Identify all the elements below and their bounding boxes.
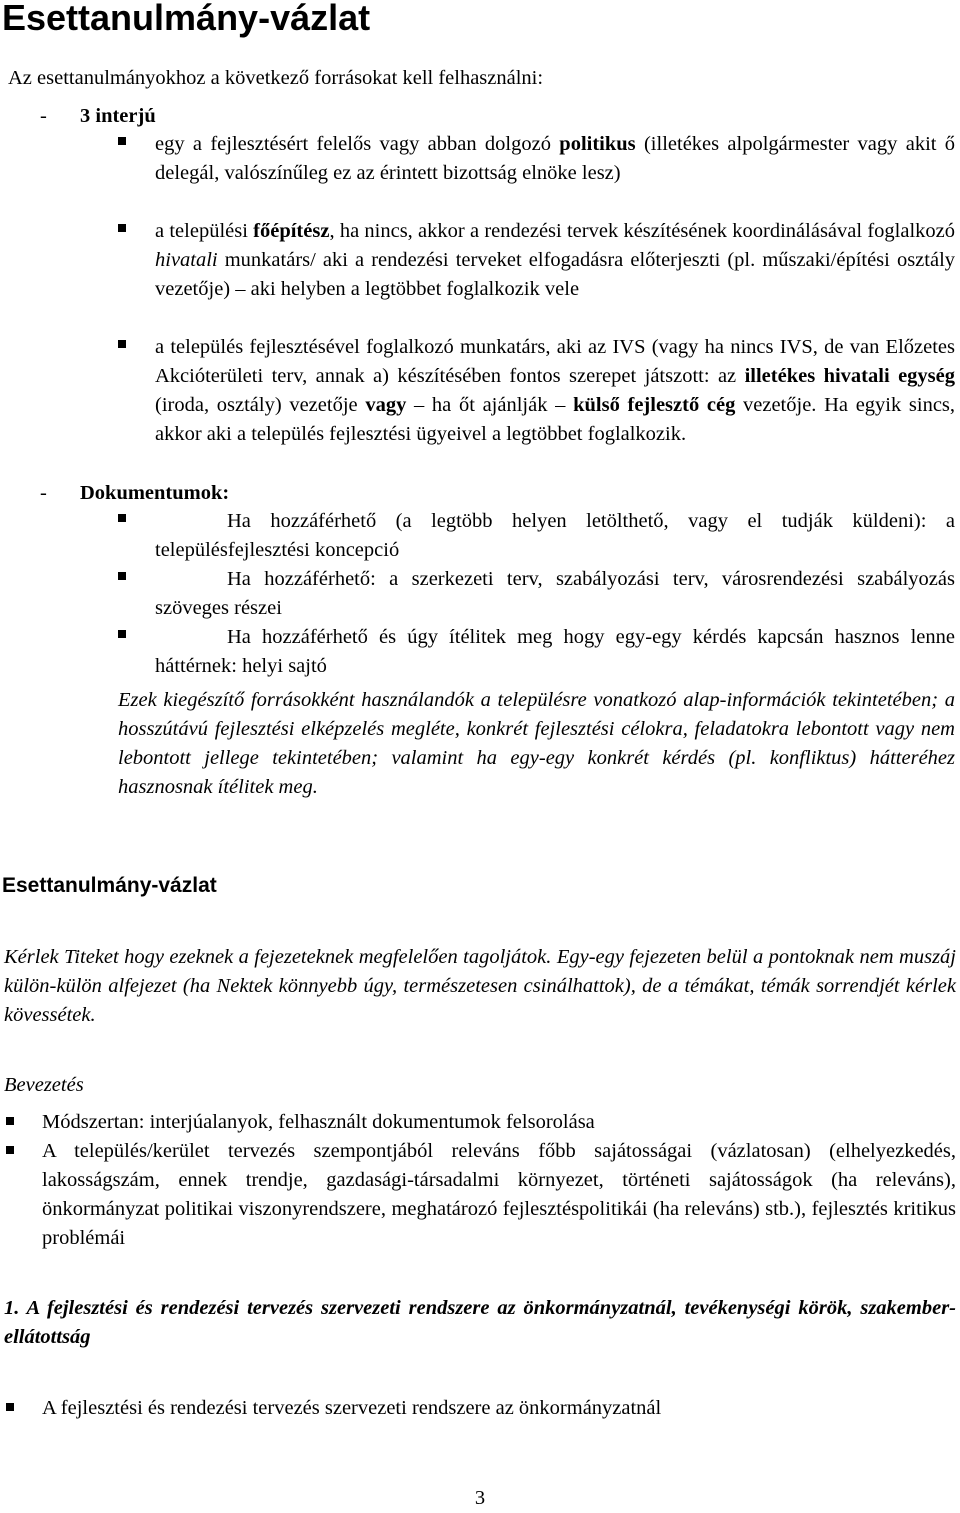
- chapter1-title: 1. A fejlesztési és rendezési tervezés szervezeti rendszere az önkormányzatnál, tevékenységi körök, szakember-ellátottság: [4, 1297, 956, 1348]
- intro-item-method: Módszertan: interjúalanyok, felhasznált dokumentumok felsorolása: [42, 1111, 595, 1133]
- page-number: 3: [474, 1487, 486, 1509]
- dash-marker: -: [40, 482, 47, 504]
- interview-item-architect: a települési főépítész, ha nincs, akkor a rendezési tervek készítésének koordinálásával foglalkozó hivatali munkatárs/ aki a rendezési terveket elfogadásra előterjeszti (pl. műszaki/építési osztály vezetője) – aki helyben a legtöbbet foglalkozik vele: [155, 220, 956, 300]
- page-heading: Esettanulmány-vázlat: [2, 0, 371, 38]
- intro-text: Az esettanulmányokhoz a következő forrásokat kell felhasználni:: [8, 67, 544, 89]
- interviews-label: 3 interjú: [80, 105, 156, 127]
- intro-item-features: A település/kerület tervezés szempontjából releváns főbb sajátosságai (vázlatosan) (elhelyezkedés, lakosságszám, ennek trendje, gazdasági-társadalmi környezet, történeti sajátosságok (ha releváns), önkormányzat politikai viszonyrendszere, meghatározó fejlesztéspolitikái (ha releváns) stb.), fejlesztés kritikus problémái: [42, 1140, 956, 1249]
- document-item-press: Ha hozzáférhető és úgy ítélitek meg hogy egy-egy kérdés kapcsán hasznos lenne háttérnek: helyi sajtó: [155, 626, 955, 677]
- section-title: Esettanulmány-vázlat: [2, 874, 217, 897]
- bullet-square-icon: [118, 514, 126, 522]
- interview-item-developer: a település fejlesztésével foglalkozó munkatárs, aki az IVS (vagy ha nincs IVS, de van Előzetes Akcióterületi terv, annak a) készítésében fontos szerepet játszott: az illetékes hivatali egység (iroda, osztály) vezetője vagy – ha őt ajánlják – külső fejlesztő cég vezetője. Ha egyik sincs, akkor aki a település fejlesztési ügyeivel a legtöbbet foglalkozik.: [155, 336, 956, 445]
- bullet-square-icon: [118, 340, 126, 348]
- document-item-plans: Ha hozzáférhető: a szerkezeti terv, szabályozási terv, városrendezési szabályozás szöveges részei: [155, 568, 955, 619]
- bullet-square-icon: [6, 1403, 14, 1411]
- documents-label: Dokumentumok:: [80, 482, 230, 504]
- bullet-square-icon: [118, 572, 126, 580]
- dash-marker: -: [40, 105, 47, 127]
- bullet-square-icon: [6, 1117, 14, 1125]
- intro-section-title: Bevezetés: [4, 1074, 84, 1096]
- bullet-square-icon: [118, 224, 126, 232]
- interview-item-politician: egy a fejlesztésért felelős vagy abban dolgozó politikus (illetékes alpolgármester vagy akit ő delegál, valószínűleg ez az érintett bizottság elnöke lesz): [155, 133, 956, 184]
- bullet-square-icon: [118, 137, 126, 145]
- chapter1-item: A fejlesztési és rendezési tervezés szervezeti rendszere az önkormányzatnál: [42, 1397, 662, 1419]
- documents-note: Ezek kiegészítő forrásokként használandók a településre vonatkozó alap-információk tekintetében; a hosszútávú fejlesztési elképzelés megléte, konkrét fejlesztési célokra, feladatokra lebontott vagy nem lebontott jellege tekintetében; valamint ha egy-egy konkrét kérdés (pl. konfliktus) hátteréhez hasznosnak ítélitek meg.: [118, 689, 955, 798]
- bullet-square-icon: [6, 1146, 14, 1154]
- bullet-square-icon: [118, 630, 126, 638]
- document-item-concept: Ha hozzáférhető (a legtöbb helyen letölthető, vagy el tudják küldeni): a településfejlesztési koncepció: [155, 510, 955, 561]
- instruction-text: Kérlek Titeket hogy ezeknek a fejezeteknek megfelelően tagoljátok. Egy-egy fejezeten belül a pontoknak nem muszáj külön-külön alfejezet (ha Nektek könnyebb úgy, természetesen csinálhattok), de a témákat, témák sorrendjét kérlek kövessétek.: [4, 946, 956, 1026]
